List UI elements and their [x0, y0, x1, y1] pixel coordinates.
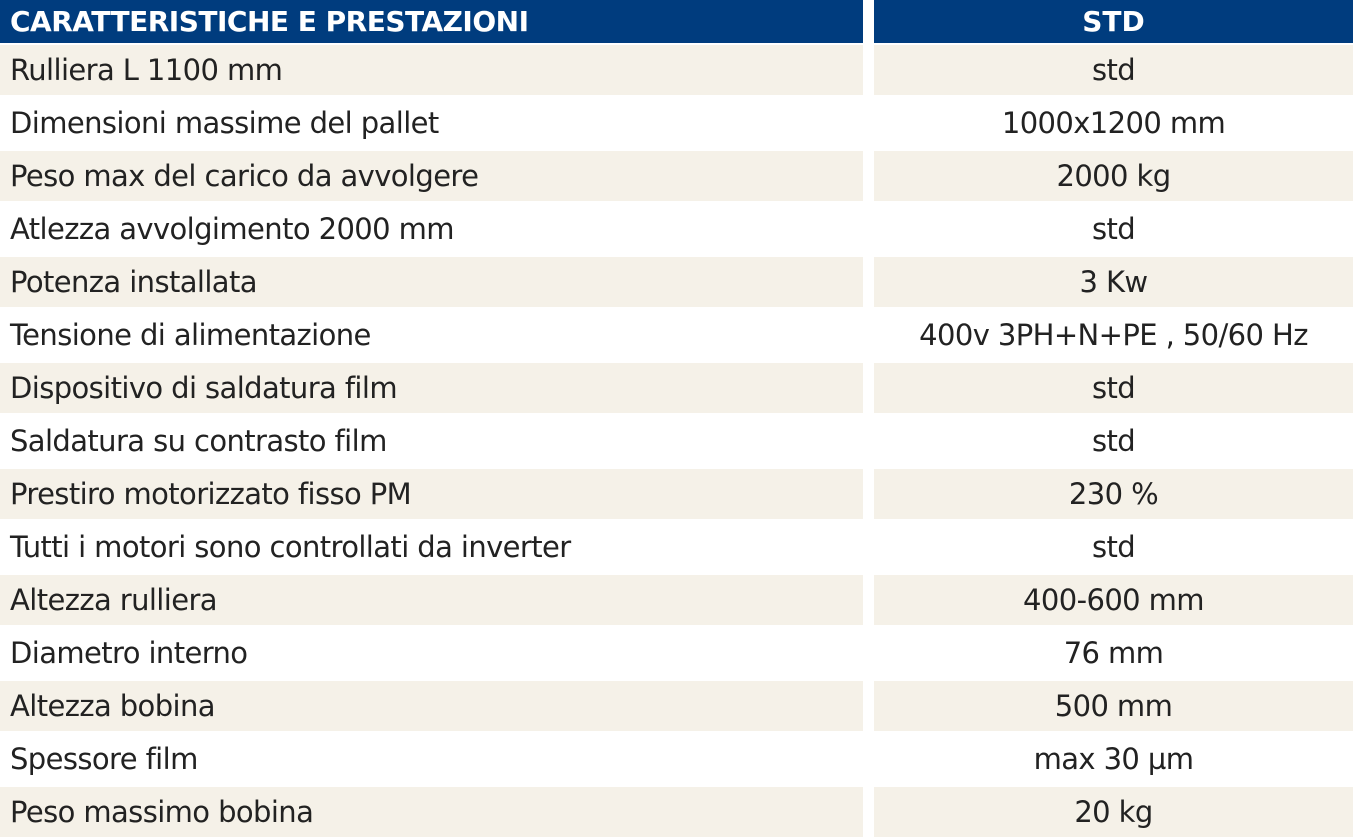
- column-divider: [863, 0, 874, 45]
- row-4-value: std: [874, 204, 1353, 257]
- row-3-feature: Peso max del carico da avvolgere: [0, 151, 863, 204]
- row-1-feature: Rulliera L 1100 mm: [0, 45, 863, 98]
- row-1-value: std: [874, 45, 1353, 98]
- column-divider: [863, 469, 874, 522]
- column-divider: [863, 310, 874, 363]
- row-6-value: 400v 3PH+N+PE , 50/60 Hz: [874, 310, 1353, 363]
- row-14-value: max 30 µm: [874, 734, 1353, 787]
- row-5-value: 3 Kw: [874, 257, 1353, 310]
- row-6-feature: Tensione di alimentazione: [0, 310, 863, 363]
- row-2-feature: Dimensioni massime del pallet: [0, 98, 863, 151]
- column-divider: [863, 416, 874, 469]
- row-3-value: 2000 kg: [874, 151, 1353, 204]
- column-divider: [863, 98, 874, 151]
- column-divider: [863, 257, 874, 310]
- row-13-feature: Altezza bobina: [0, 681, 863, 734]
- column-divider: [863, 734, 874, 787]
- row-15-feature: Peso massimo bobina: [0, 787, 863, 840]
- row-12-feature: Diametro interno: [0, 628, 863, 681]
- column-divider: [863, 628, 874, 681]
- row-7-feature: Dispositivo di saldatura film: [0, 363, 863, 416]
- column-divider: [863, 363, 874, 416]
- row-10-value: std: [874, 522, 1353, 575]
- column-divider: [863, 45, 874, 98]
- row-14-feature: Spessore film: [0, 734, 863, 787]
- column-divider: [863, 787, 874, 840]
- row-8-value: std: [874, 416, 1353, 469]
- column-divider: [863, 204, 874, 257]
- row-5-feature: Potenza installata: [0, 257, 863, 310]
- row-10-feature: Tutti i motori sono controllati da inverter: [0, 522, 863, 575]
- header-feature-column: CARATTERISTICHE E PRESTAZIONI: [0, 0, 863, 45]
- row-11-feature: Altezza rulliera: [0, 575, 863, 628]
- column-divider: [863, 151, 874, 204]
- column-divider: [863, 522, 874, 575]
- row-7-value: std: [874, 363, 1353, 416]
- row-15-value: 20 kg: [874, 787, 1353, 840]
- column-divider: [863, 575, 874, 628]
- row-13-value: 500 mm: [874, 681, 1353, 734]
- row-4-feature: Atlezza avvolgimento 2000 mm: [0, 204, 863, 257]
- row-8-feature: Saldatura su contrasto film: [0, 416, 863, 469]
- header-value-column: STD: [874, 0, 1353, 45]
- row-9-value: 230 %: [874, 469, 1353, 522]
- column-divider: [863, 681, 874, 734]
- row-2-value: 1000x1200 mm: [874, 98, 1353, 151]
- row-12-value: 76 mm: [874, 628, 1353, 681]
- row-11-value: 400-600 mm: [874, 575, 1353, 628]
- row-9-feature: Prestiro motorizzato fisso PM: [0, 469, 863, 522]
